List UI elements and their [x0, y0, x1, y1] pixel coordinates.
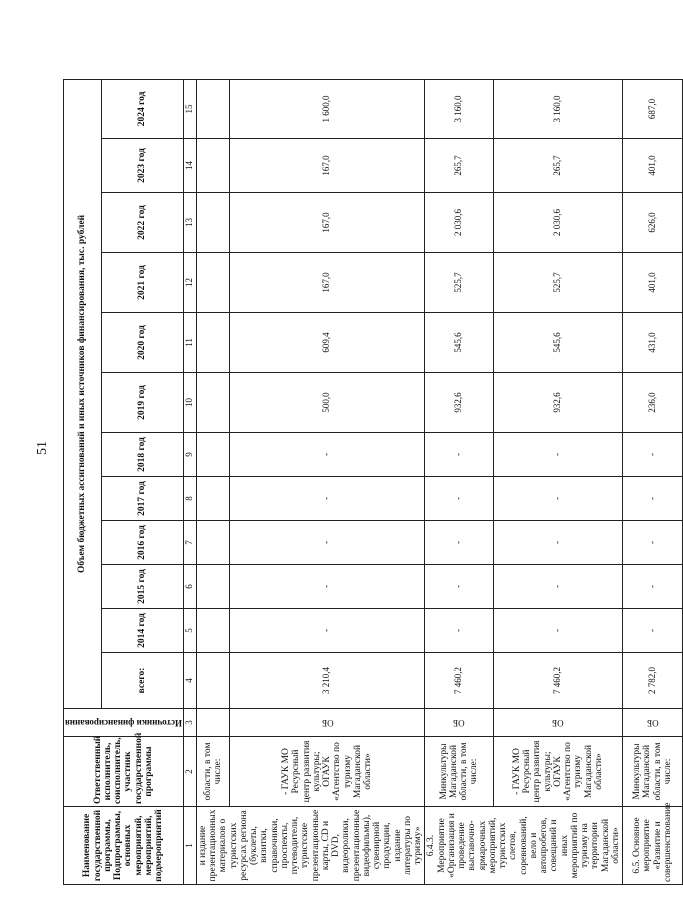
value-cell: -: [623, 477, 683, 521]
index-cell: 15: [183, 79, 196, 138]
header-year: 2014 год: [101, 609, 183, 653]
value-cell: -: [425, 477, 493, 521]
source-cell: [425, 709, 493, 737]
index-cell: 2: [183, 737, 196, 807]
value-cell: 545,6: [425, 313, 493, 373]
header-total: всего:: [101, 653, 183, 709]
index-cell: 11: [183, 313, 196, 373]
header-year: 2017 год: [101, 477, 183, 521]
source-text: ОБ: [552, 718, 564, 729]
executor-cell: - ГАУК МО Ресурсный центр развития культуры; ОГАУК «Агентство по туризму Магаданской области»: [493, 737, 623, 807]
source-cell: [230, 709, 425, 737]
header-year: 2024 год: [101, 79, 183, 138]
header-row-1: [64, 79, 102, 884]
value-cell: 167,0: [230, 193, 425, 253]
value-cell: -: [425, 521, 493, 565]
header-source: [64, 709, 184, 737]
financing-table: [63, 79, 683, 885]
value-cell: 167,0: [230, 139, 425, 193]
value-cell: 3 160,0: [493, 79, 623, 138]
header-year: 2016 год: [101, 521, 183, 565]
value-cell: -: [230, 565, 425, 609]
header-year: 2022 год: [101, 193, 183, 253]
header-source-text: Источники финансирования: [65, 718, 182, 729]
value-cell: -: [623, 433, 683, 477]
value-cell: 687,0: [623, 79, 683, 138]
value-cell: 167,0: [230, 253, 425, 313]
header-year: 2021 год: [101, 253, 183, 313]
executor-cell: Минкультуры Магаданской области, в том числе:: [623, 737, 683, 807]
table-row: [493, 79, 623, 884]
value-cell: 2 030,6: [425, 193, 493, 253]
value-cell: -: [623, 565, 683, 609]
total-cell: 3 210,4: [230, 653, 425, 709]
index-cell: 12: [183, 253, 196, 313]
value-cell: 236,0: [623, 373, 683, 433]
value-cell: 265,7: [493, 139, 623, 193]
value-cell: 265,7: [425, 139, 493, 193]
index-cell: 6: [183, 565, 196, 609]
header-executor: Ответственный исполнитель, соисполнитель, участник государственной программы: [64, 737, 184, 807]
value-cell: 2 030,6: [493, 193, 623, 253]
source-text: ОБ: [646, 718, 659, 729]
header-year: 2015 год: [101, 565, 183, 609]
value-cell: -: [230, 433, 425, 477]
value-cell: 401,0: [623, 139, 683, 193]
source-cell: [623, 709, 683, 737]
table-row: [425, 79, 493, 884]
value-cell: 626,0: [623, 193, 683, 253]
value-cell: 1 600,0: [230, 79, 425, 138]
index-cell: 10: [183, 373, 196, 433]
value-cell: 401,0: [623, 253, 683, 313]
program-name-cell: и издание презентационных материалов о туристских ресурсах региона (буклеты, визитки, справочники, проспекты, путеводители, туристские презентационные карты, CD и DVD, видеоролики, презентационные видеофильмы), сувенирной продукции, издание литературы по туризму»: [196, 807, 425, 885]
value-cell: -: [230, 477, 425, 521]
header-year: 2023 год: [101, 139, 183, 193]
index-cell: 14: [183, 139, 196, 193]
index-cell: 13: [183, 193, 196, 253]
value-cell: -: [425, 609, 493, 653]
value-cell: -: [623, 609, 683, 653]
program-name-cell: 6.4.3. Мероприятие «Организация и проведение выставочно-ярмарочных мероприятий, туристских слетов, соревнований, вело и автопробегов, совещаний и иных мероприятий по туризму на территории Магаданской области»: [425, 807, 623, 885]
value-cell: -: [493, 477, 623, 521]
header-volume-group: Объем бюджетных ассигнований и иных источников финансирования, тыс. рублей: [64, 79, 102, 708]
table-row: [623, 79, 683, 884]
index-cell: 1: [183, 807, 196, 885]
executor-cell: Минкультуры Магаданской области, в том числе:: [425, 737, 493, 807]
header-year: 2018 год: [101, 433, 183, 477]
program-name-cell: 6.5. Основное мероприятие «Развитие и совершенствование: [623, 807, 683, 885]
total-cell: [196, 653, 229, 709]
rotated-table-wrapper: [63, 80, 673, 885]
header-year: 2019 год: [101, 373, 183, 433]
value-cell: 932,6: [493, 373, 623, 433]
page-number: 51: [35, 441, 50, 455]
header-year: 2020 год: [101, 313, 183, 373]
value-cell: 609,4: [230, 313, 425, 373]
table-row: [230, 79, 425, 884]
value-cell: -: [230, 609, 425, 653]
index-cell: 8: [183, 477, 196, 521]
executor-cell: области, в том числе:: [196, 737, 229, 807]
total-cell: 7 460,2: [425, 653, 493, 709]
index-cell: 4: [183, 653, 196, 709]
value-cell: 500,0: [230, 373, 425, 433]
total-cell: 7 460,2: [493, 653, 623, 709]
index-cell: 5: [183, 609, 196, 653]
value-cell: -: [493, 521, 623, 565]
value-cell: 545,6: [493, 313, 623, 373]
value-cell: -: [493, 609, 623, 653]
value-cell: 431,0: [623, 313, 683, 373]
index-cell: 9: [183, 433, 196, 477]
table-row: [196, 79, 229, 884]
header-program-name: Наименование государственной программы, Подпрограммы, основных мероприятий, мероприятий, подмероприятий: [64, 807, 184, 885]
value-cell: 3 160,0: [425, 79, 493, 138]
value-cell: 525,7: [493, 253, 623, 313]
source-text: ОБ: [321, 718, 334, 729]
index-row: [183, 79, 196, 884]
value-cell: -: [425, 565, 493, 609]
index-cell: 3: [183, 709, 196, 737]
value-cell: -: [425, 433, 493, 477]
total-cell: 2 782,0: [623, 653, 683, 709]
value-cell: 932,6: [425, 373, 493, 433]
value-cell: -: [493, 565, 623, 609]
source-cell: [493, 709, 623, 737]
value-cell: -: [623, 521, 683, 565]
value-cell: -: [493, 433, 623, 477]
value-cell: 525,7: [425, 253, 493, 313]
source-cell: [196, 709, 229, 737]
index-cell: 7: [183, 521, 196, 565]
value-cell: -: [230, 521, 425, 565]
executor-cell: - ГАУК МО Ресурсный центр развития культуры; ОГАУК «Агентство по туризму Магаданской области»: [230, 737, 425, 807]
source-text: ОБ: [453, 718, 465, 729]
